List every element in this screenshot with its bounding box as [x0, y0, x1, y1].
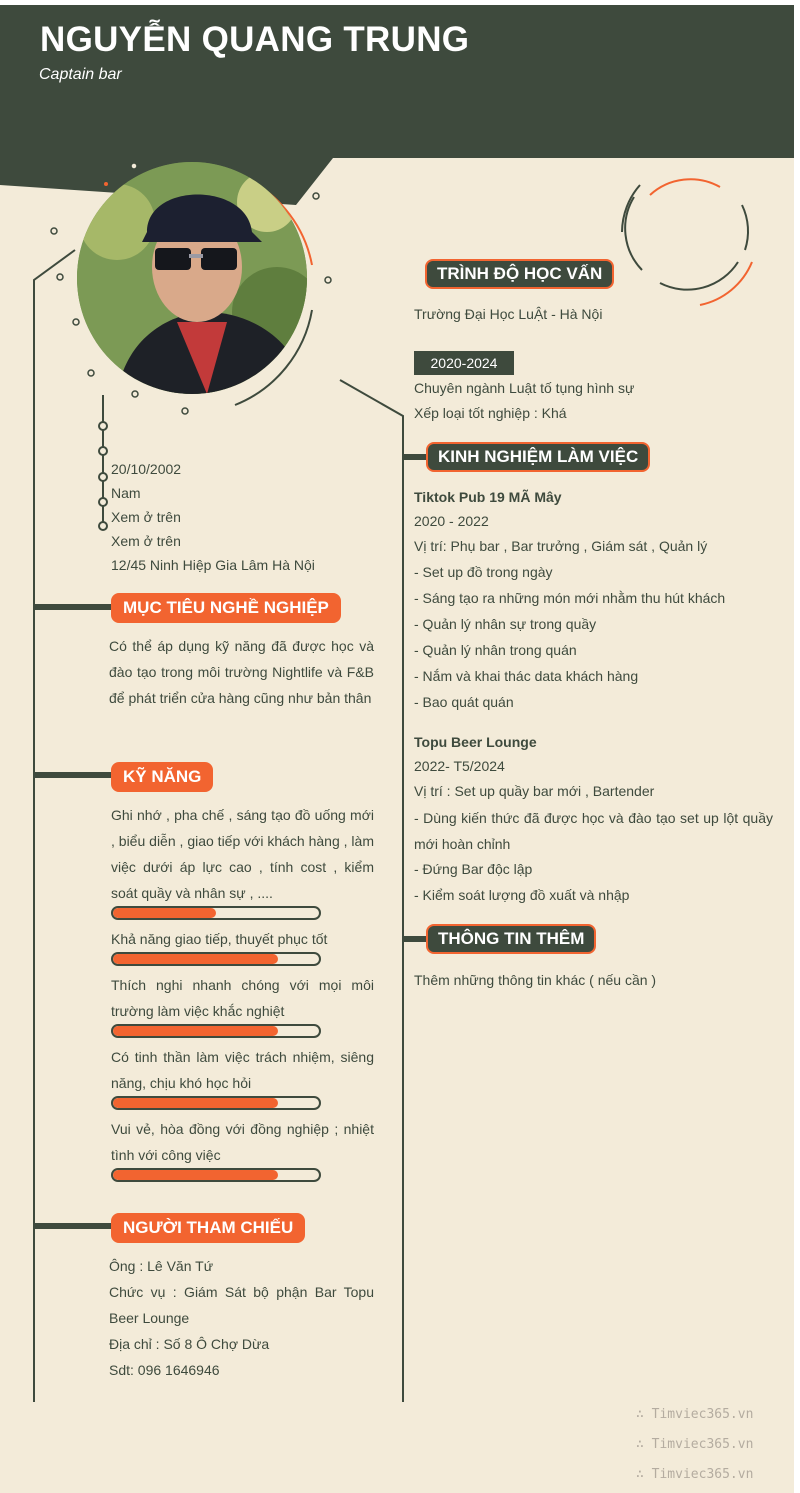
reference-position: Chức vụ : Giám Sát bộ phận Bar Topu Beer Lounge — [109, 1284, 374, 1326]
section-connector — [34, 604, 112, 610]
extra-title: THÔNG TIN THÊM — [426, 924, 596, 954]
skill-bar — [111, 1024, 321, 1038]
dot — [132, 391, 138, 397]
watermark-text: ∴ Timviec365.vn — [636, 1407, 754, 1422]
section-connector — [34, 772, 112, 778]
skill-bar — [111, 1168, 321, 1182]
dot — [313, 193, 319, 199]
ring-arc — [742, 205, 748, 250]
job-duty: - Quản lý nhân sự trong quầy — [414, 616, 597, 632]
ring-arc — [660, 262, 738, 290]
email: Xem ở trên — [111, 533, 181, 549]
reference-address: Địa chỉ : Số 8 Ô Chợ Dừa — [109, 1336, 270, 1352]
job-duty: - Set up đồ trong ngày — [414, 564, 553, 580]
watermark-text: ∴ Timviec365.vn — [636, 1437, 754, 1452]
education-years: 2020-2024 — [414, 351, 514, 375]
dot — [51, 228, 57, 234]
dot — [131, 163, 137, 169]
skill-bar — [111, 906, 321, 920]
skill-bar-fill — [113, 908, 216, 918]
avatar-photo — [77, 162, 307, 394]
dot — [57, 274, 63, 280]
dot — [182, 408, 188, 414]
education-school: Trường Đại Học LuẬt - Hà Nội — [414, 306, 603, 322]
timeline-dot — [99, 422, 107, 430]
skill-bar — [111, 1096, 321, 1110]
address: 12/45 Ninh Hiệp Gia Lâm Hà Nội — [111, 557, 315, 573]
section-connector — [403, 454, 427, 460]
education-grade: Xếp loại tốt nghiệp : Khá — [414, 405, 567, 421]
ring-arc-orange — [650, 179, 720, 195]
skill-label: Vui vẻ, hòa đồng với đồng nghiệp ; nhiệt tình với công việc — [111, 1121, 374, 1163]
skill-bar-fill — [113, 954, 278, 964]
job-duty: - Bao quát quán — [414, 694, 514, 710]
job-role: Vị trí: Phụ bar , Bar trưởng , Giám sát , Quản lý — [414, 538, 708, 554]
watermark-text: ∴ Timviec365.vn — [636, 1467, 754, 1482]
extra-text: Thêm những thông tin khác ( nếu cần ) — [414, 972, 657, 988]
reference-phone: Sdt: 096 1646946 — [109, 1362, 220, 1378]
reference-name: Ông : Lê Văn Tứ — [109, 1258, 214, 1274]
job-period: 2020 - 2022 — [414, 513, 489, 529]
timeline-dot — [99, 447, 107, 455]
objective-title: MỤC TIÊU NGHỀ NGHIỆP — [111, 593, 341, 623]
job-title: Captain bar — [39, 66, 122, 83]
skill-label: Thích nghi nhanh chóng với mọi môi trường làm việc khắc nghiệt — [111, 977, 374, 1019]
ring-arc-orange — [700, 262, 752, 305]
birthdate: 20/10/2002 — [111, 461, 182, 477]
skill-bar-fill — [113, 1026, 278, 1036]
job-duty: - Đứng Bar độc lập — [414, 861, 533, 877]
skill-bar — [111, 952, 321, 966]
skill-label: Ghi nhớ , pha chế , sáng tạo đồ uống mới , biểu diễn , giao tiếp với khách hàng , làm việc dưới áp lực cao , tính cost , kiểm soát quầy và nhân sự , .... — [111, 807, 374, 901]
job-duty: - Sáng tạo ra những món mới nhằm thu hút khách — [414, 590, 726, 606]
skill-bar-fill — [113, 1098, 278, 1108]
skill-label: Có tinh thần làm việc trách nhiệm, siêng năng, chịu khó học hỏi — [111, 1049, 374, 1091]
ring-arc — [625, 197, 642, 270]
dot — [88, 370, 94, 376]
phone: Xem ở trên — [111, 509, 181, 525]
job-duty: - Kiểm soát lượng đồ xuất và nhập — [414, 887, 630, 903]
education-major: Chuyên ngành Luật tố tụng hình sự — [414, 380, 635, 396]
section-connector — [403, 936, 427, 942]
job-duty: - Nắm và khai thác data khách hàng — [414, 668, 639, 684]
timeline-dot — [99, 498, 107, 506]
skill-bar-fill — [113, 1170, 278, 1180]
references-title: NGƯỜI THAM CHIẾU — [111, 1213, 305, 1243]
timeline-dot — [99, 522, 107, 530]
job-role: Vị trí : Set up quầy bar mới , Bartender — [414, 783, 655, 799]
left-timeline — [34, 250, 75, 1402]
candidate-name: NGUYỄN QUANG TRUNG — [40, 20, 470, 59]
timeline-dot — [99, 473, 107, 481]
dot — [73, 319, 79, 325]
job-duty: - Quản lý nhân trong quán — [414, 642, 577, 658]
gender: Nam — [111, 485, 141, 501]
skills-title: KỸ NĂNG — [111, 762, 213, 792]
job-period: 2022- T5/2024 — [414, 758, 505, 774]
objective-text: Có thể áp dụng kỹ năng đã được học và đào tạo trong môi trường Nightlife và F&B để phát triển cửa hàng cũng như bản thân — [109, 638, 374, 706]
experience-title: KINH NGHIỆM LÀM VIỆC — [426, 442, 650, 472]
job-company: Tiktok Pub 19 MÃ Mây — [414, 489, 562, 505]
job-company: Topu Beer Lounge — [414, 734, 537, 750]
skill-label: Khả năng giao tiếp, thuyết phục tốt — [111, 931, 328, 947]
dot — [325, 277, 331, 283]
section-connector — [34, 1223, 112, 1229]
dot — [104, 182, 108, 186]
job-duty: - Dùng kiến thức đã được học và đào tạo set up lột quầy mới hoàn chỉnh — [414, 810, 773, 852]
education-title: TRÌNH ĐỘ HỌC VẤN — [425, 259, 614, 289]
